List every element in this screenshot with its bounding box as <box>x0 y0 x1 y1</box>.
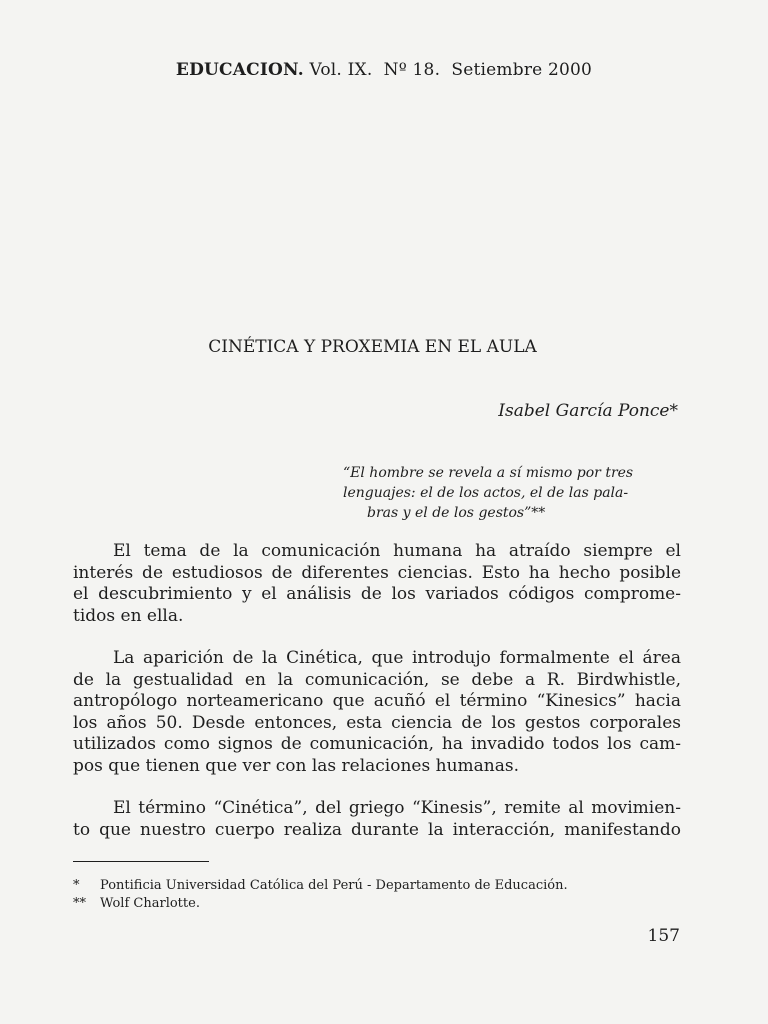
paragraph <box>73 798 681 841</box>
text-line: el descubrimiento y el análisis de los variados códigos comprome- <box>73 584 681 604</box>
footnotes <box>73 877 683 913</box>
text-line: antropólogo norteamericano que acuñó el término “Kinesics” hacia <box>73 691 681 711</box>
footnote-divider <box>73 861 209 862</box>
body-text <box>73 541 681 862</box>
footnote <box>73 895 683 913</box>
footnote-text: Wolf Charlotte. <box>100 896 200 911</box>
footnote-text: Pontificia Universidad Católica del Perú - Departamento de Educación. <box>100 878 568 893</box>
paragraph <box>73 541 681 627</box>
text-line: interés de estudiosos de diferentes ciencias. Esto ha hecho posible <box>73 562 681 583</box>
text-line: de la gestualidad en la comunicación, se debe a R. Birdwhistle, <box>73 669 681 690</box>
article-title: CINÉTICA Y PROXEMIA EN EL AULA <box>208 337 537 357</box>
text-line: pos que tienen que ver con las relaciones humanas. <box>73 755 519 776</box>
footnote <box>73 877 683 895</box>
epigraph <box>343 463 683 523</box>
author-name: Isabel García Ponce* <box>498 401 678 421</box>
footnote-mark: ** <box>73 896 86 911</box>
text-line: La aparición de la Cinética, que introdujo formalmente el área <box>113 648 681 668</box>
text-line: utilizados como signos de comunicación, ha invadido todos los cam- <box>73 734 681 754</box>
page-number: 157 <box>647 926 680 946</box>
footnote-mark: * <box>73 878 80 893</box>
text-line: El término “Cinética”, del griego “Kinesis”, remite al movimien- <box>113 798 681 818</box>
text-line: El tema de la comunicación humana ha atraído siempre el <box>113 541 681 561</box>
journal-name: EDUCACION. <box>175 60 304 80</box>
text-line: tidos en ella. <box>73 605 184 626</box>
running-header <box>0 60 768 80</box>
epigraph-line: lenguajes: el de los actos, el de las pala- <box>343 485 629 501</box>
text-line: los años 50. Desde entonces, esta ciencia de los gestos corporales <box>73 712 681 733</box>
text-line: to que nuestro cuerpo realiza durante la interacción, manifestando <box>73 819 681 840</box>
epigraph-line: “El hombre se revela a sí mismo por tres <box>343 465 634 481</box>
epigraph-line: bras y el de los gestos”** <box>367 505 546 521</box>
paragraph <box>73 648 681 777</box>
issue-info: Vol. IX. Nº 18. Setiembre 2000 <box>309 60 593 80</box>
